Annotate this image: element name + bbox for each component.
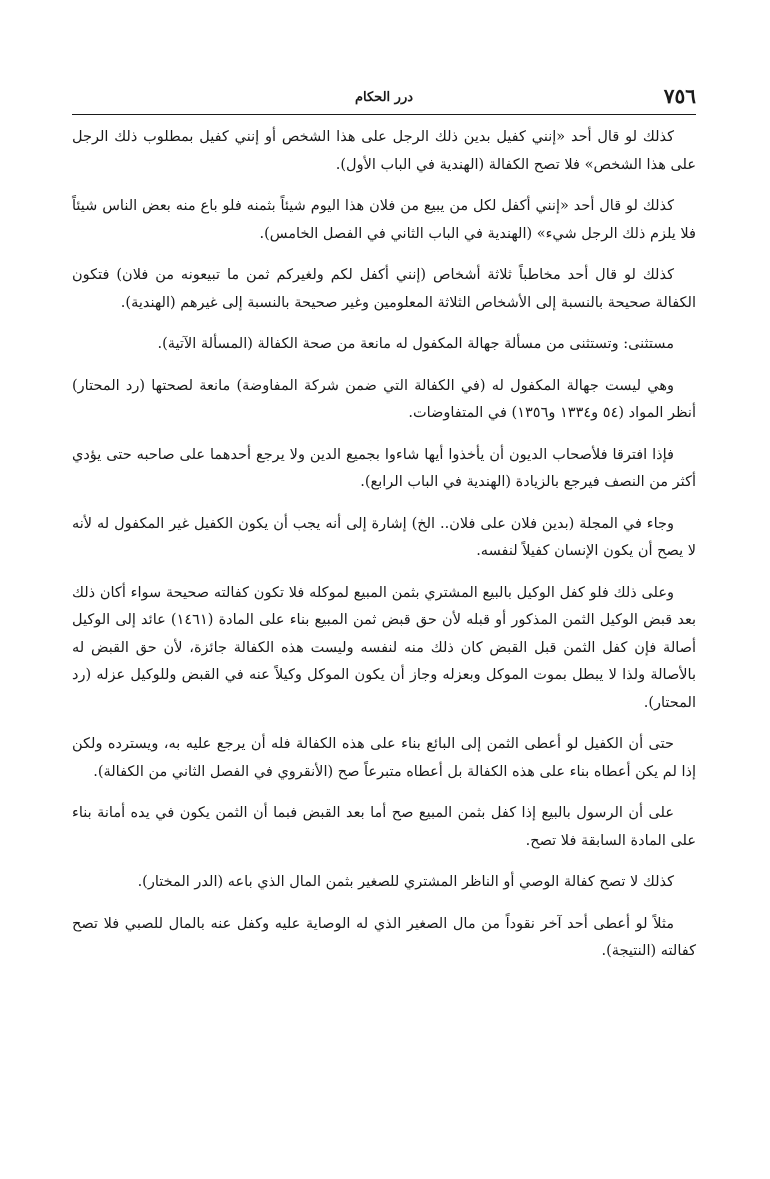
- header-rule: [72, 114, 696, 115]
- paragraph: فإذا افترقا فلأصحاب الديون أن يأخذوا أيها شاءوا بجميع الدين ولا يرجع أحدهما على صاحبه حتى يؤدي أكثر من النصف فيرجع بالزيادة (الهندية في الباب الرابع).: [72, 446, 696, 490]
- paragraph: على أن الرسول بالبيع إذا كفل بثمن المبيع صح أما بعد القبض فبما أن الثمن يكون في يده أمانة بناء على المادة السابقة فلا تصح.: [72, 805, 696, 849]
- paragraph: وعلى ذلك فلو كفل الوكيل بالبيع المشتري بثمن المبيع لموكله فلا تكون كفالته صحيحة سواء أكان ذلك بعد قبض الوكيل الثمن المذكور أو قبله لأن حق قبض ثمن المبيع بناء على المادة (١٤٦١) عائد إلى الوكيل أصالة فإن كفل الثمن قبل القبض كان ذلك منه لنفسه وليست هذه الكفالة جائزة، لأن حق القبض له بالأصالة ولذا لا يبطل بموت الموكل وبعزله وجاز أن يكون الموكل وكيلاً عنه في القبض وللوكيل عزله (رد المحتار).: [72, 584, 696, 711]
- page-number: ٧٥٦: [663, 84, 696, 108]
- paragraph: كذلك لو قال أحد «إنني أكفل لكل من يبيع من فلان هذا اليوم شيئاً بثمنه فلو باع منه بعض الناس شيئاً فلا يلزم ذلك الرجل شيء» (الهندية في الباب الثاني في الفصل الخامس).: [72, 198, 696, 242]
- paragraph: مستثنى: وتستثنى من مسألة جهالة المكفول له مانعة من صحة الكفالة (المسألة الآتية).: [157, 336, 674, 352]
- running-title: درر الحكام: [354, 90, 414, 105]
- paragraph: وهي ليست جهالة المكفول له (في الكفالة التي ضمن شركة المفاوضة) مانعة لصحتها (رد المحتار) أنظر المواد (٥٤ و١٣٣٤ و١٣٥٦) في المتفاوضات.: [72, 377, 696, 421]
- page-body: [72, 124, 696, 980]
- paragraph: وجاء في المجلة (بدين فلان على فلان.. الخ) إشارة إلى أنه يجب أن يكون الكفيل غير المكفول له لأنه لا يصح أن يكون الإنسان كفيلاً لنفسه.: [72, 515, 696, 559]
- paragraph: كذلك لا تصح كفالة الوصي أو الناظر المشتري للصغير بثمن المال الذي باعه (الدر المختار).: [137, 874, 674, 890]
- paragraph: مثلاً لو أعطى أحد آخر نقوداً من مال الصغير الذي له الوصاية عليه وكفل عنه بالمال للصبي فلا تصح كفالته (النتيجة).: [72, 915, 696, 959]
- paragraph: حتى أن الكفيل لو أعطى الثمن إلى البائع بناء على هذه الكفالة فله أن يرجع عليه به، ويسترده ولكن إذا لم يكن أعطاه بناء على هذه الكفالة بل أعطاه متبرعاً صح (الأنقروي في الفصل الثاني من الكفالة).: [72, 736, 696, 780]
- paragraph: كذلك لو قال أحد مخاطباً ثلاثة أشخاص (إنني أكفل لكم ولغيركم ثمن ما تبيعونه من فلان) فتكون الكفالة صحيحة بالنسبة إلى الأشخاص الثلاثة المعلومين وغير صحيحة بالنسبة إلى غيرهم (الهندية).: [72, 267, 696, 311]
- paragraph: كذلك لو قال أحد «إنني كفيل بدين ذلك الرجل على هذا الشخص أو إنني كفيل بمطلوب ذلك الرجل على هذا الشخص» فلا تصح الكفالة (الهندية في الباب الأول).: [72, 129, 696, 173]
- page-header: [72, 84, 696, 116]
